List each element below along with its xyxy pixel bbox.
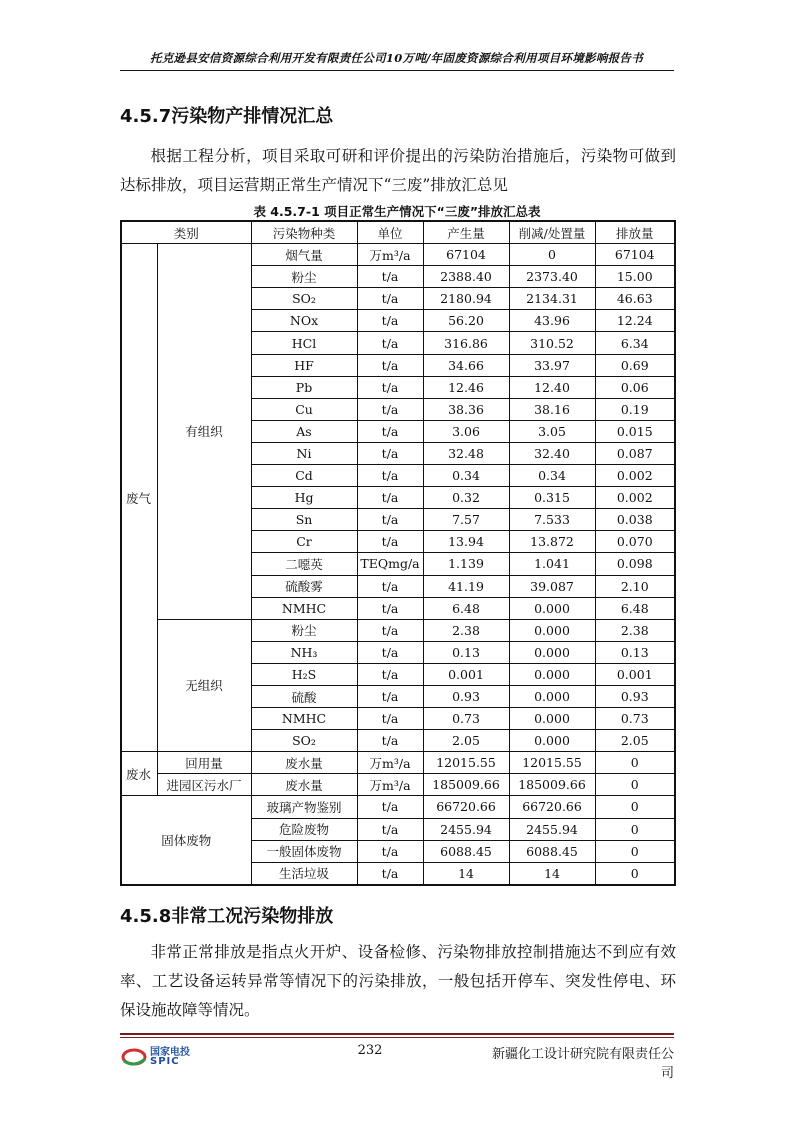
emitted-cell: 0.06 — [595, 376, 675, 398]
reduced-cell: 310.52 — [509, 332, 595, 354]
unit-cell: t/a — [357, 266, 423, 288]
table-row — [121, 619, 675, 641]
emitted-cell: 0.038 — [595, 509, 675, 531]
section-4-5-8-paragraph — [120, 938, 676, 1025]
produced-cell: 32.48 — [423, 442, 509, 464]
unit-cell: t/a — [357, 730, 423, 752]
unit-cell: TEQmg/a — [357, 553, 423, 575]
emitted-cell: 0.19 — [595, 398, 675, 420]
emitted-cell: 6.48 — [595, 597, 675, 619]
header-category: 类别 — [121, 221, 251, 244]
unit-cell: 万m³/a — [357, 774, 423, 796]
category-wastewater: 废水 — [121, 752, 157, 796]
produced-cell: 6088.45 — [423, 840, 509, 862]
produced-cell: 12.46 — [423, 376, 509, 398]
header-unit: 单位 — [357, 221, 423, 244]
pollutant-cell: HF — [251, 354, 357, 376]
produced-cell: 0.001 — [423, 663, 509, 685]
reduced-cell: 12.40 — [509, 376, 595, 398]
produced-cell: 0.32 — [423, 487, 509, 509]
produced-cell: 1.139 — [423, 553, 509, 575]
produced-cell: 41.19 — [423, 575, 509, 597]
emitted-cell: 0.002 — [595, 465, 675, 487]
produced-cell: 2388.40 — [423, 266, 509, 288]
unit-cell: t/a — [357, 398, 423, 420]
unit-cell: t/a — [357, 796, 423, 818]
reduced-cell: 185009.66 — [509, 774, 595, 796]
section-4-5-7-text: 根据工程分析，项目采取可研和评价提出的污染防治措施后，污染物可做到达标排放，项目运营期正常生产情况下“三废”排放汇总见 — [120, 147, 676, 194]
unit-cell: t/a — [357, 862, 423, 885]
category-waste-gas: 废气 — [121, 244, 157, 752]
pollutant-cell: NH₃ — [251, 641, 357, 663]
emitted-cell: 0 — [595, 862, 675, 885]
produced-cell: 0.73 — [423, 708, 509, 730]
unit-cell: 万m³/a — [357, 244, 423, 266]
pollutant-cell: HCl — [251, 332, 357, 354]
emitted-cell: 0.13 — [595, 641, 675, 663]
pollutant-cell: 废水量 — [251, 774, 357, 796]
pollutant-cell: 危险废物 — [251, 818, 357, 840]
emitted-cell: 0.002 — [595, 487, 675, 509]
produced-cell: 13.94 — [423, 531, 509, 553]
pollutant-cell: Ni — [251, 442, 357, 464]
reduced-cell: 1.041 — [509, 553, 595, 575]
produced-cell: 2180.94 — [423, 288, 509, 310]
table-row — [121, 774, 675, 796]
table-body — [121, 244, 675, 885]
pollutant-cell: 废水量 — [251, 752, 357, 774]
header-reduced: 削减/处置量 — [509, 221, 595, 244]
table-row — [121, 752, 675, 774]
reduced-cell: 14 — [509, 862, 595, 885]
produced-cell: 2.05 — [423, 730, 509, 752]
footer-rule-thin — [120, 1037, 674, 1038]
unit-cell: t/a — [357, 376, 423, 398]
produced-cell: 14 — [423, 862, 509, 885]
emitted-cell: 0 — [595, 752, 675, 774]
unit-cell: t/a — [357, 509, 423, 531]
emitted-cell: 0 — [595, 840, 675, 862]
table-header-row — [121, 221, 675, 244]
section-4-5-7-paragraph — [120, 142, 676, 200]
emitted-cell: 0 — [595, 774, 675, 796]
reduced-cell: 7.533 — [509, 509, 595, 531]
pollutant-cell: NMHC — [251, 708, 357, 730]
unit-cell: t/a — [357, 641, 423, 663]
emitted-cell: 0.001 — [595, 663, 675, 685]
section-heading-4-5-8: 4.5.8非常工况污染物排放 — [120, 906, 334, 927]
unit-cell: t/a — [357, 663, 423, 685]
reduced-cell: 43.96 — [509, 310, 595, 332]
pollutant-cell: NOx — [251, 310, 357, 332]
unit-cell: t/a — [357, 354, 423, 376]
pollutant-cell: 生活垃圾 — [251, 862, 357, 885]
reduced-cell: 38.16 — [509, 398, 595, 420]
header-produced: 产生量 — [423, 221, 509, 244]
unit-cell: t/a — [357, 818, 423, 840]
pollutant-cell: 粉尘 — [251, 619, 357, 641]
unit-cell: t/a — [357, 487, 423, 509]
reduced-cell: 2455.94 — [509, 818, 595, 840]
pollutant-cell: As — [251, 420, 357, 442]
reduced-cell: 12015.55 — [509, 752, 595, 774]
produced-cell: 7.57 — [423, 509, 509, 531]
unit-cell: t/a — [357, 597, 423, 619]
pollutant-cell: 一般固体废物 — [251, 840, 357, 862]
header-rule — [120, 70, 674, 71]
subcategory-organized: 有组织 — [157, 244, 251, 620]
reduced-cell: 0.315 — [509, 487, 595, 509]
header-pollutant: 污染物种类 — [251, 221, 357, 244]
unit-cell: t/a — [357, 310, 423, 332]
reduced-cell: 0 — [509, 244, 595, 266]
emitted-cell: 0.070 — [595, 531, 675, 553]
produced-cell: 38.36 — [423, 398, 509, 420]
unit-cell: t/a — [357, 840, 423, 862]
unit-cell: t/a — [357, 420, 423, 442]
emitted-cell: 2.05 — [595, 730, 675, 752]
unit-cell: t/a — [357, 708, 423, 730]
pollutant-cell: NMHC — [251, 597, 357, 619]
produced-cell: 2455.94 — [423, 818, 509, 840]
pollutant-cell: Sn — [251, 509, 357, 531]
section-heading-4-5-7: 4.5.7污染物产排情况汇总 — [120, 106, 334, 127]
reduced-cell: 66720.66 — [509, 796, 595, 818]
document-header-title: 托克逊县安信资源综合利用开发有限责任公司10万吨/年固废资源综合利用项目环境影响报告书 — [149, 51, 644, 65]
header-emitted: 排放量 — [595, 221, 675, 244]
pollutant-cell: Cd — [251, 465, 357, 487]
emitted-cell: 0.93 — [595, 685, 675, 707]
emitted-cell: 0 — [595, 796, 675, 818]
table-row — [121, 244, 675, 266]
emitted-cell: 67104 — [595, 244, 675, 266]
unit-cell: t/a — [357, 575, 423, 597]
produced-cell: 34.66 — [423, 354, 509, 376]
reduced-cell: 39.087 — [509, 575, 595, 597]
produced-cell: 316.86 — [423, 332, 509, 354]
pollutant-cell: 硫酸雾 — [251, 575, 357, 597]
reduced-cell: 0.000 — [509, 663, 595, 685]
unit-cell: t/a — [357, 465, 423, 487]
emitted-cell: 46.63 — [595, 288, 675, 310]
produced-cell: 67104 — [423, 244, 509, 266]
footer-organization: 新疆化工设计研究院有限责任公司 — [491, 1047, 674, 1081]
unit-cell: t/a — [357, 685, 423, 707]
reduced-cell: 0.000 — [509, 619, 595, 641]
emitted-cell: 2.38 — [595, 619, 675, 641]
emitted-cell: 0.087 — [595, 442, 675, 464]
reduced-cell: 0.000 — [509, 685, 595, 707]
reduced-cell: 3.05 — [509, 420, 595, 442]
pollutant-cell: SO₂ — [251, 730, 357, 752]
emitted-cell: 15.00 — [595, 266, 675, 288]
reduced-cell: 0.34 — [509, 465, 595, 487]
pollutant-cell: Pb — [251, 376, 357, 398]
produced-cell: 2.38 — [423, 619, 509, 641]
unit-cell: 万m³/a — [357, 752, 423, 774]
page-number: 232 — [357, 1043, 383, 1058]
pollutant-cell: H₂S — [251, 663, 357, 685]
pollutant-cell: 烟气量 — [251, 244, 357, 266]
reduced-cell: 0.000 — [509, 641, 595, 663]
emitted-cell: 2.10 — [595, 575, 675, 597]
subcategory-unorganized: 无组织 — [157, 619, 251, 752]
footer-rule — [120, 1033, 674, 1035]
reduced-cell: 6088.45 — [509, 840, 595, 862]
pollutant-cell: 硫酸 — [251, 685, 357, 707]
pollutant-cell: 粉尘 — [251, 266, 357, 288]
unit-cell: t/a — [357, 332, 423, 354]
produced-cell: 56.20 — [423, 310, 509, 332]
emitted-cell: 0.73 — [595, 708, 675, 730]
produced-cell: 185009.66 — [423, 774, 509, 796]
emissions-summary-table — [120, 220, 676, 886]
reduced-cell: 2373.40 — [509, 266, 595, 288]
pollutant-cell: SO₂ — [251, 288, 357, 310]
emitted-cell: 0 — [595, 818, 675, 840]
section-4-5-8-text: 非常正常排放是指点火开炉、设备检修、污染物排放控制措施达不到应有效率、工艺设备运转异常等情况下的污染排放，一般包括开停车、突发性停电、环保设施故障等情况。 — [120, 943, 676, 1019]
unit-cell: t/a — [357, 288, 423, 310]
table-caption: 表 4.5.7-1 项目正常生产情况下“三废”排放汇总表 — [253, 204, 541, 219]
produced-cell: 6.48 — [423, 597, 509, 619]
produced-cell: 3.06 — [423, 420, 509, 442]
emitted-cell: 0.015 — [595, 420, 675, 442]
produced-cell: 0.13 — [423, 641, 509, 663]
unit-cell: t/a — [357, 619, 423, 641]
produced-cell: 66720.66 — [423, 796, 509, 818]
reduced-cell: 32.40 — [509, 442, 595, 464]
pollutant-cell: 玻璃产物鉴别 — [251, 796, 357, 818]
produced-cell: 12015.55 — [423, 752, 509, 774]
reduced-cell: 0.000 — [509, 730, 595, 752]
logo-text-en: SPIC — [150, 1056, 180, 1067]
emitted-cell: 6.34 — [595, 332, 675, 354]
subcategory-wastewater: 进园区污水厂 — [157, 774, 251, 796]
reduced-cell: 13.872 — [509, 531, 595, 553]
table-row — [121, 796, 675, 818]
reduced-cell: 2134.31 — [509, 288, 595, 310]
unit-cell: t/a — [357, 531, 423, 553]
pollutant-cell: 二噁英 — [251, 553, 357, 575]
emitted-cell: 0.69 — [595, 354, 675, 376]
produced-cell: 0.34 — [423, 465, 509, 487]
pollutant-cell: Cu — [251, 398, 357, 420]
logo-text-cn: 国家电投 — [150, 1047, 190, 1058]
reduced-cell: 0.000 — [509, 597, 595, 619]
unit-cell: t/a — [357, 442, 423, 464]
pollutant-cell: Cr — [251, 531, 357, 553]
pollutant-cell: Hg — [251, 487, 357, 509]
reduced-cell: 0.000 — [509, 708, 595, 730]
emitted-cell: 0.098 — [595, 553, 675, 575]
subcategory-wastewater: 回用量 — [157, 752, 251, 774]
reduced-cell: 33.97 — [509, 354, 595, 376]
category-solid-waste: 固体废物 — [121, 796, 251, 885]
emitted-cell: 12.24 — [595, 310, 675, 332]
produced-cell: 0.93 — [423, 685, 509, 707]
